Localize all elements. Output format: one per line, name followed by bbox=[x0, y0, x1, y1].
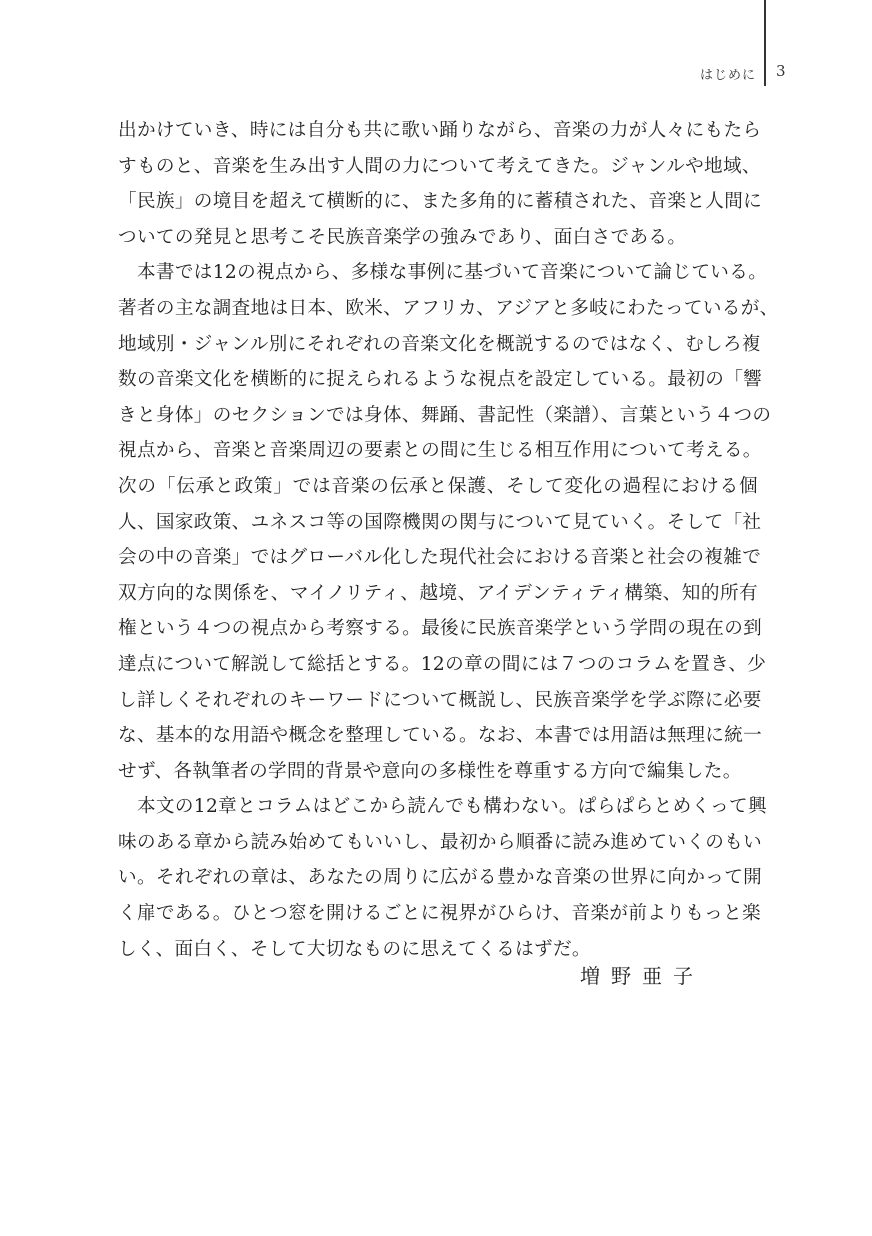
text-line: 視点から、音楽と音楽周辺の要素との間に生じる相互作用について考える。 bbox=[118, 440, 762, 462]
text-line: 会の中の音楽」ではグローバル化した現代社会における音楽と社会の複雑で bbox=[118, 547, 762, 569]
text-line: しく、面白く、そして大切なものに思えてくるはずだ。 bbox=[118, 938, 591, 960]
text-line: 次の「伝承と政策」では音楽の伝承と保護、そして変化の過程における個 bbox=[118, 475, 758, 497]
text-line: い。それぞれの章は、あなたの周りに広がる豊かな音楽の世界に向かって開 bbox=[118, 867, 763, 889]
page-number: 3 bbox=[776, 62, 786, 80]
text-line: せず、各執筆者の学問的背景や意向の多様性を尊重する方向で編集した。 bbox=[118, 760, 742, 782]
text-line: し詳しくそれぞれのキーワードについて概説し、民族音楽学を学ぶ際に必要 bbox=[118, 689, 762, 711]
text-line: 人、国家政策、ユネスコ等の国際機関の関与について見ていく。そして「社 bbox=[118, 511, 762, 533]
text-line: 出かけていき、時には自分も共に歌い踊りながら、音楽の力が人々にもたら bbox=[118, 120, 762, 141]
text-line: く扉である。ひとつ窓を開けるごとに視界がひらけ、音楽が前よりもっと楽 bbox=[118, 903, 761, 925]
text-line: 権という４つの視点から考察する。最後に民族音楽学という学問の現在の到 bbox=[118, 618, 763, 640]
text-line: ついての発見と思考こそ民族音楽学の強みであり、面白さである。 bbox=[118, 226, 687, 248]
text-line: きと身体」のセクションでは身体、舞踊、書記性（楽譜）、言葉という４つの bbox=[118, 404, 772, 426]
text-line: 「民族」の境目を超えて横断的に、また多角的に蓄積された、音楽と人間に bbox=[118, 191, 763, 213]
running-head-title: はじめに bbox=[699, 68, 756, 83]
text-line: 本書では12の視点から、多様な事例に基づいて音楽について論じている。 bbox=[118, 262, 768, 284]
body-text bbox=[118, 113, 779, 967]
author-signature: 増野亜子 bbox=[580, 964, 704, 988]
text-line: 本文の12章とコラムはどこから読んでも構わない。ぱらぱらとめくって興 bbox=[118, 796, 767, 818]
text-line: 著者の主な調査地は日本、欧米、アフリカ、アジアと多岐にわたっているが、 bbox=[118, 297, 779, 319]
text-line: 地域別・ジャンル別にそれぞれの音楽文化を概説するのではなく、むしろ複 bbox=[118, 333, 761, 355]
header-divider-rule bbox=[764, 0, 766, 86]
text-line: すものと、音楽を生み出す人間の力について考えてきた。ジャンルや地域、 bbox=[118, 155, 761, 177]
text-line: 達点について解説して総括とする。12の章の間には７つのコラムを置き、少 bbox=[118, 653, 767, 675]
text-line: 双方向的な関係を、マイノリティ、越境、アイデンティティ構築、知的所有 bbox=[118, 582, 758, 604]
text-line: 数の音楽文化を横断的に捉えられるような視点を設定している。最初の「響 bbox=[118, 369, 763, 391]
text-line: 味のある章から読み始めてもいいし、最初から順番に読み進めていくのもい bbox=[118, 831, 763, 853]
text-line: な、基本的な用語や概念を整理している。なお、本書では用語は無理に統一 bbox=[118, 725, 763, 747]
